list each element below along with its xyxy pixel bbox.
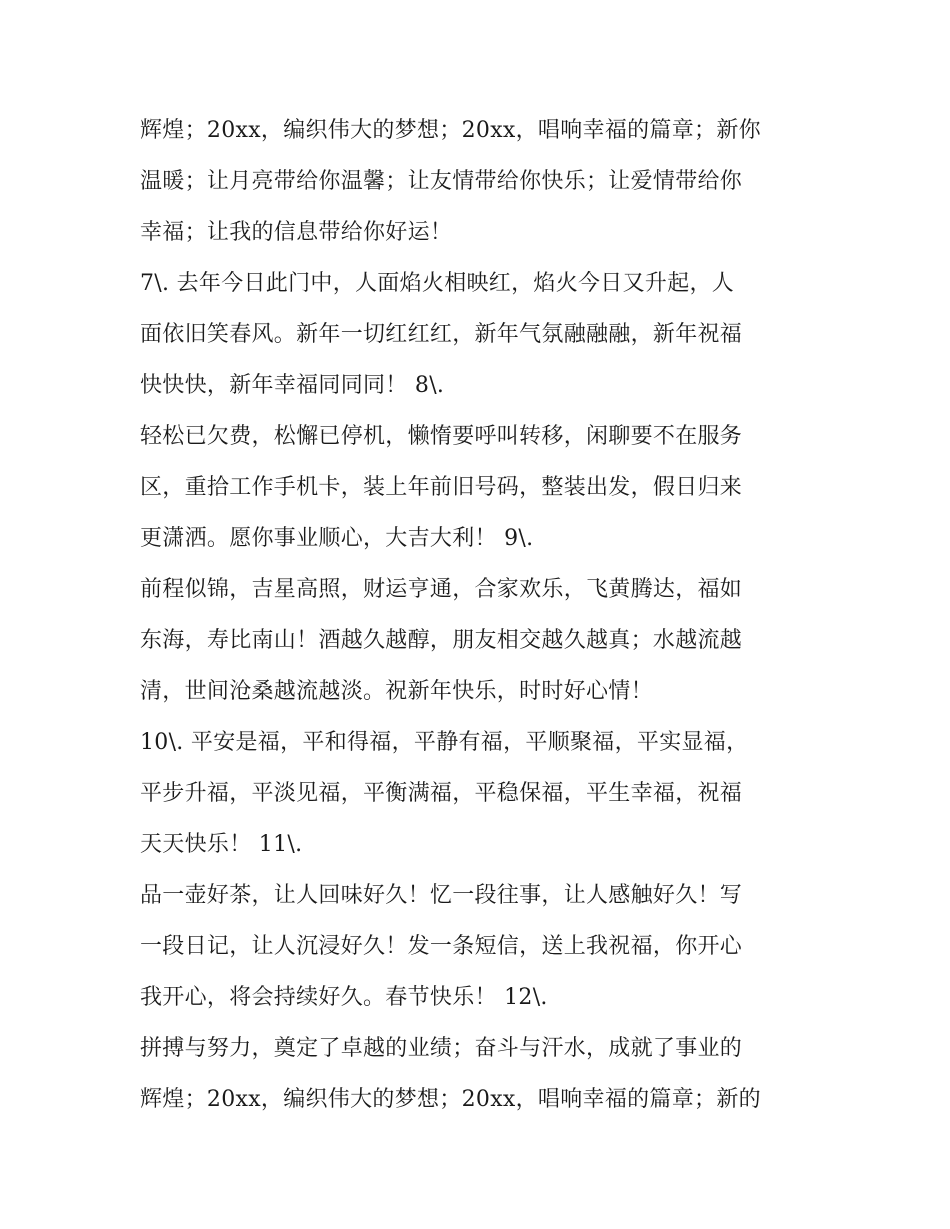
- text-line: 快快快，新年幸福同同同！ 8\.: [140, 373, 445, 398]
- text-line: 平步升福，平淡见福，平衡满福，平稳保福，平生幸福，祝福: [140, 781, 743, 806]
- text-line: 辉煌；20xx，编织伟大的梦想；20xx，唱响幸福的篇章；新的: [140, 1087, 761, 1112]
- text-line: 清，世间沧桑越流越淡。祝新年快乐，时时好心情！: [140, 679, 653, 704]
- text-line: 一段日记，让人沉浸好久！发一条短信，送上我祝福，你开心: [140, 934, 743, 959]
- text-line: 轻松已欠费，松懈已停机，懒惰要呼叫转移，闲聊要不在服务: [140, 424, 743, 449]
- text-line: 区，重拾工作手机卡，装上年前旧号码，整装出发，假日归来: [140, 475, 743, 500]
- text-line: 拼搏与努力，奠定了卓越的业绩；奋斗与汗水，成就了事业的: [140, 1036, 743, 1061]
- text-line: 温暖；让月亮带给你温馨；让友情带给你快乐；让爱情带给你: [140, 169, 743, 194]
- text-line: 更潇洒。愿你事业顺心，大吉大利！ 9\.: [140, 526, 534, 551]
- text-line: 7\. 去年今日此门中，人面焰火相映红，焰火今日又升起，人: [140, 271, 735, 296]
- text-line: 品一壶好茶，让人回味好久！忆一段往事，让人感触好久！写: [140, 883, 743, 908]
- text-line: 幸福；让我的信息带给你好运！: [140, 220, 453, 245]
- text-line: 天天快乐！ 11\.: [140, 832, 303, 857]
- text-line: 前程似锦，吉星高照，财运亨通，合家欢乐，飞黄腾达，福如: [140, 577, 743, 602]
- text-line: 辉煌；20xx，编织伟大的梦想；20xx，唱响幸福的篇章；新你: [140, 118, 761, 143]
- text-line: 我开心，将会持续好久。春节快乐！ 12\.: [140, 985, 548, 1010]
- document-page: [140, 105, 820, 1125]
- text-line: 东海，寿比南山！酒越久越醇，朋友相交越久越真；水越流越: [140, 628, 743, 653]
- text-line: 面依旧笑春风。新年一切红红红，新年气氛融融融，新年祝福: [140, 322, 743, 347]
- text-line: 10\. 平安是福，平和得福，平静有福，平顺聚福，平实显福，: [140, 730, 749, 755]
